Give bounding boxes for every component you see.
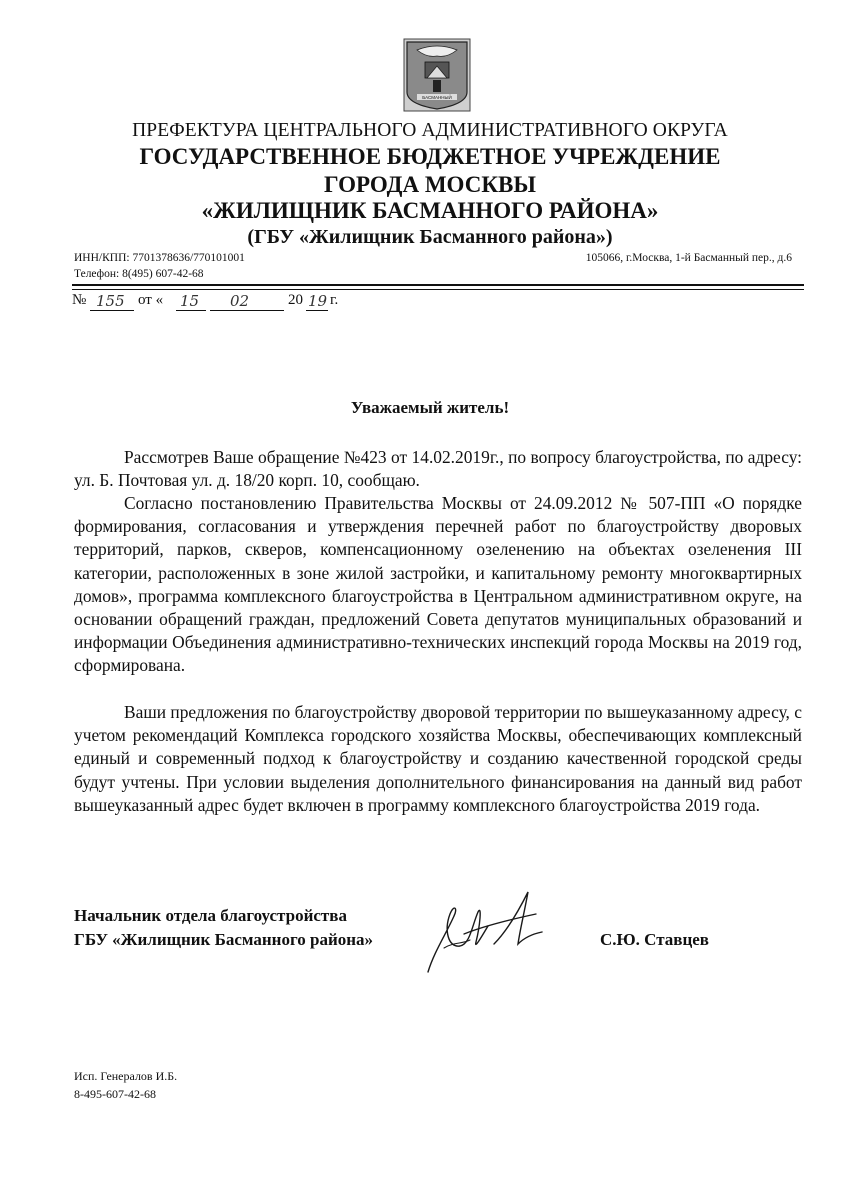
reg-number-label: № [72,292,87,308]
reg-year-label: г. [330,292,339,308]
salutation: Уважаемый житель! [350,398,510,417]
header-rule-thin [72,289,804,290]
executor-name: Исп. Генералов И.Б. [74,1069,178,1083]
organization-short-title: (ГБУ «Жилищник Басманного района») [247,226,613,248]
organization-phone: Телефон: 8(495) 607-42-68 [74,268,204,280]
paragraph-1: Рассмотрев Ваше обращение №423 от 14.02.2019г., по вопросу благоустройства, по адресу: ул. Б. Почтовая ул. д. 18/20 корп. 10, сообщаю. [74,447,802,491]
signer-name: С.Ю. Ставцев [600,930,709,949]
signer-organization: ГБУ «Жилищник Басманного района» [74,930,374,949]
emblem-caption: БАСМАННЫЙ [422,95,452,100]
header-rule-thick [72,284,804,286]
reg-from-label: от « [138,292,164,308]
prefecture-title: ПРЕФЕКТУРА ЦЕНТРАЛЬНОГО АДМИНИСТРАТИВНОГО ОКРУГА [132,120,728,141]
reg-number-handwritten: 155 [96,292,125,310]
city-title: ГОРОДА МОСКВЫ [324,172,536,197]
handwritten-signature-icon [424,886,554,982]
reg-year-handwritten: 19 [308,292,328,310]
signer-position: Начальник отдела благоустройства [74,906,347,925]
paragraph-2: Согласно постановлению Правительства Москвы от 24.09.2012 № 507-ПП «О порядке формирования, согласования и утверждения перечней работ по благоустройству дворовых территорий, парков, скверов, компенсационному озеленению на объектах озеленения III категории, расположенных в зоне жилой застройки, и капитальному ремонту многоквартирных домов», программа комплексного благоустройства в Центральном административном округе, на основании обращений граждан, предложений Совета депутатов муниципальных образований и информации Объединения административно-технических инспекций города Москвы на 2019 год, сформирована. [74,493,802,676]
registration-line [72,292,392,312]
reg-year-prefix: 20 [288,292,303,308]
organization-address: 105066, г.Москва, 1-й Басманный пер., д.6 [585,252,792,264]
paragraph-3: Ваши предложения по благоустройству дворовой территории по вышеуказанному адресу, с учетом рекомендаций Комплекса городского хозяйства Москвы, обеспечивающих комплексный единый и современный подход к благоустройству и созданию качественной городской среды будут учтены. При условии выделения дополнительного финансирования на данный вид работ вышеуказанный адрес будет включен в программу комплексного благоустройства 2019 года. [74,702,802,815]
organization-title: «ЖИЛИЩНИК БАСМАННОГО РАЙОНА» [201,198,659,223]
executor-phone: 8-495-607-42-68 [74,1087,156,1101]
inn-kpp: ИНН/КПП: 7701378636/770101001 [74,252,245,264]
reg-month-handwritten: 02 [230,292,250,310]
reg-day-handwritten: 15 [180,292,200,310]
institution-title: ГОСУДАРСТВЕННОЕ БЮДЖЕТНОЕ УЧРЕЖДЕНИЕ [139,144,721,169]
district-emblem-icon [403,38,471,112]
